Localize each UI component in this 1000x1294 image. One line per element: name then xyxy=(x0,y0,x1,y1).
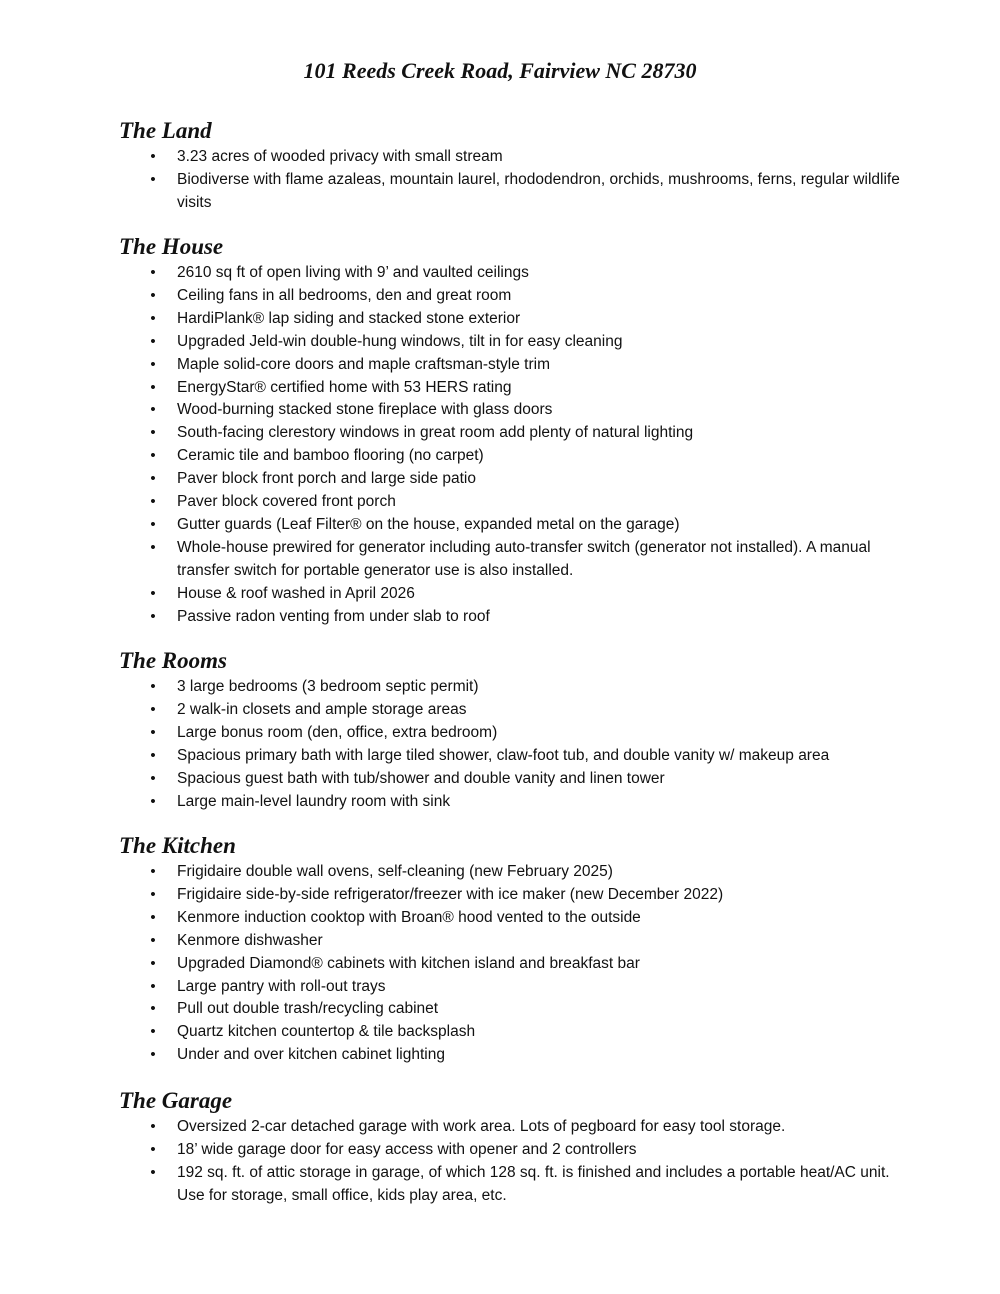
section-heading: The House xyxy=(119,234,224,259)
list-item xyxy=(119,745,919,768)
section-rooms xyxy=(119,648,919,813)
list-item-text: Maple solid-core doors and maple craftsman-style trim xyxy=(177,355,550,373)
section-garage xyxy=(119,1088,919,1208)
list-item-text: 3 large bedrooms (3 bedroom septic permit) xyxy=(177,678,479,695)
list-item xyxy=(119,146,919,169)
list-item-text: EnergyStar® certified home with 53 HERS rating xyxy=(177,378,512,396)
bullet-icon: • xyxy=(150,1163,156,1181)
list-item xyxy=(119,445,919,468)
bullet-icon: • xyxy=(150,723,156,741)
list-item xyxy=(119,976,919,999)
list-item-text: Wood-burning stacked stone fireplace with glass doors xyxy=(177,401,553,419)
list-item-text: Whole-house prewired for generator including auto-transfer switch (generator not installed). A manual transfer switch for portable generator use is also installed. xyxy=(177,538,871,579)
bullet-icon: • xyxy=(150,954,156,972)
bullet-icon: • xyxy=(150,170,156,188)
section-heading: The Kitchen xyxy=(119,833,236,858)
list-item-text: 2 walk-in closets and ample storage areas xyxy=(177,700,467,718)
bullet-icon: • xyxy=(150,355,156,373)
list-item-text: Paver block covered front porch xyxy=(177,493,396,511)
list-item-text: 2610 sq ft of open living with 9’ and vaulted ceilings xyxy=(177,264,529,281)
bullet-icon: • xyxy=(150,538,156,556)
list-item xyxy=(119,953,919,976)
bullet-icon: • xyxy=(150,1140,156,1158)
list-item-text: Large pantry with roll-out trays xyxy=(177,977,386,995)
list-item xyxy=(119,583,919,606)
list-item xyxy=(119,331,919,354)
list-item-text: HardiPlank® lap siding and stacked stone exterior xyxy=(177,309,521,327)
list-item xyxy=(119,907,919,930)
list-item-text: Biodiverse with flame azaleas, mountain laurel, rhododendron, orchids, mushrooms, ferns, regular wildlife visits xyxy=(177,170,900,211)
list-item-text: Upgraded Diamond® cabinets with kitchen island and breakfast bar xyxy=(177,954,640,972)
bullet-list xyxy=(119,676,919,813)
bullet-icon: • xyxy=(150,378,156,396)
bullet-icon: • xyxy=(150,515,156,533)
bullet-icon: • xyxy=(150,286,156,304)
list-item-text: Large main-level laundry room with sink xyxy=(177,792,451,810)
list-item-text: Ceiling fans in all bedrooms, den and great room xyxy=(177,286,512,304)
list-item-text: Under and over kitchen cabinet lighting xyxy=(177,1046,445,1064)
list-item-text: Pull out double trash/recycling cabinet xyxy=(177,1000,439,1018)
list-item-text: Oversized 2-car detached garage with work area. Lots of pegboard for easy tool storage. xyxy=(177,1118,786,1135)
bullet-icon: • xyxy=(150,908,156,926)
list-item xyxy=(119,884,919,907)
bullet-icon: • xyxy=(150,678,156,695)
bullet-icon: • xyxy=(150,700,156,718)
list-item-text: Kenmore dishwasher xyxy=(177,931,323,949)
bullet-icon: • xyxy=(150,493,156,511)
bullet-icon: • xyxy=(150,607,156,625)
bullet-list xyxy=(119,146,919,215)
list-item xyxy=(119,1139,919,1162)
bullet-icon: • xyxy=(150,931,156,949)
bullet-icon: • xyxy=(150,746,156,764)
bullet-icon: • xyxy=(150,148,156,165)
list-item xyxy=(119,930,919,953)
list-item-text: Frigidaire side-by-side refrigerator/freezer with ice maker (new December 2022) xyxy=(177,885,724,903)
bullet-icon: • xyxy=(150,1118,156,1135)
list-item-text: South-facing clerestory windows in great room add plenty of natural lighting xyxy=(177,424,694,442)
list-item-text: Paver block front porch and large side patio xyxy=(177,470,476,488)
list-item-text: Frigidaire double wall ovens, self-cleaning (new February 2025) xyxy=(177,863,613,880)
section-heading: The Garage xyxy=(119,1088,233,1113)
list-item xyxy=(119,1162,919,1208)
bullet-icon: • xyxy=(150,769,156,787)
list-item-text: Spacious guest bath with tub/shower and double vanity and linen tower xyxy=(177,769,665,787)
list-item-text: Gutter guards (Leaf Filter® on the house, expanded metal on the garage) xyxy=(177,515,680,533)
bullet-icon: • xyxy=(150,447,156,465)
list-item-text: Spacious primary bath with large tiled shower, claw-foot tub, and double vanity w/ makeup area xyxy=(177,746,830,764)
bullet-icon: • xyxy=(150,1000,156,1018)
list-item-text: 3.23 acres of wooded privacy with small stream xyxy=(177,148,503,165)
section-kitchen xyxy=(119,833,919,1067)
list-item-text: 18’ wide garage door for easy access with opener and 2 controllers xyxy=(177,1140,637,1158)
bullet-icon: • xyxy=(150,470,156,488)
bullet-icon: • xyxy=(150,332,156,350)
list-item-text: Upgraded Jeld-win double-hung windows, tilt in for easy cleaning xyxy=(177,332,623,350)
list-item xyxy=(119,861,919,884)
list-item xyxy=(119,285,919,308)
bullet-icon: • xyxy=(150,885,156,903)
list-item xyxy=(119,606,919,629)
bullet-icon: • xyxy=(150,424,156,442)
list-item-text: Ceramic tile and bamboo flooring (no carpet) xyxy=(177,447,484,465)
bullet-icon: • xyxy=(150,1046,156,1064)
list-item xyxy=(119,676,919,699)
list-item xyxy=(119,1021,919,1044)
list-item xyxy=(119,514,919,537)
list-item xyxy=(119,491,919,514)
list-item xyxy=(119,1116,919,1139)
section-heading: The Rooms xyxy=(119,648,227,673)
list-item xyxy=(119,998,919,1021)
section-land xyxy=(119,118,919,215)
list-item xyxy=(119,468,919,491)
bullet-icon: • xyxy=(150,863,156,880)
bullet-icon: • xyxy=(150,1023,156,1041)
list-item xyxy=(119,377,919,400)
list-item xyxy=(119,399,919,422)
bullet-list xyxy=(119,262,919,629)
list-item-text: House & roof washed in April 2026 xyxy=(177,584,415,602)
list-item-text: Large bonus room (den, office, extra bedroom) xyxy=(177,723,498,741)
list-item xyxy=(119,169,919,215)
list-item-text: 192 sq. ft. of attic storage in garage, of which 128 sq. ft. is finished and includes a portable heat/AC unit. Use for storage, small office, kids play area, etc. xyxy=(177,1163,890,1204)
list-item xyxy=(119,537,919,583)
list-item xyxy=(119,1044,919,1067)
list-item-text: Quartz kitchen countertop & tile backsplash xyxy=(177,1023,476,1041)
list-item xyxy=(119,422,919,445)
bullet-icon: • xyxy=(150,792,156,810)
list-item-text: Passive radon venting from under slab to roof xyxy=(177,607,490,625)
bullet-icon: • xyxy=(150,977,156,995)
list-item xyxy=(119,791,919,814)
bullet-icon: • xyxy=(150,401,156,419)
bullet-icon: • xyxy=(150,309,156,327)
list-item xyxy=(119,354,919,377)
bullet-list xyxy=(119,1116,919,1208)
list-item-text: Kenmore induction cooktop with Broan® hood vented to the outside xyxy=(177,908,641,926)
list-item xyxy=(119,699,919,722)
list-item xyxy=(119,722,919,745)
section-heading: The Land xyxy=(119,118,212,143)
section-house xyxy=(119,234,919,629)
list-item xyxy=(119,308,919,331)
bullet-icon: • xyxy=(150,264,156,281)
document-title: 101 Reeds Creek Road, Fairview NC 28730 xyxy=(303,58,697,83)
list-item xyxy=(119,262,919,285)
bullet-list xyxy=(119,861,919,1067)
bullet-icon: • xyxy=(150,584,156,602)
list-item xyxy=(119,768,919,791)
